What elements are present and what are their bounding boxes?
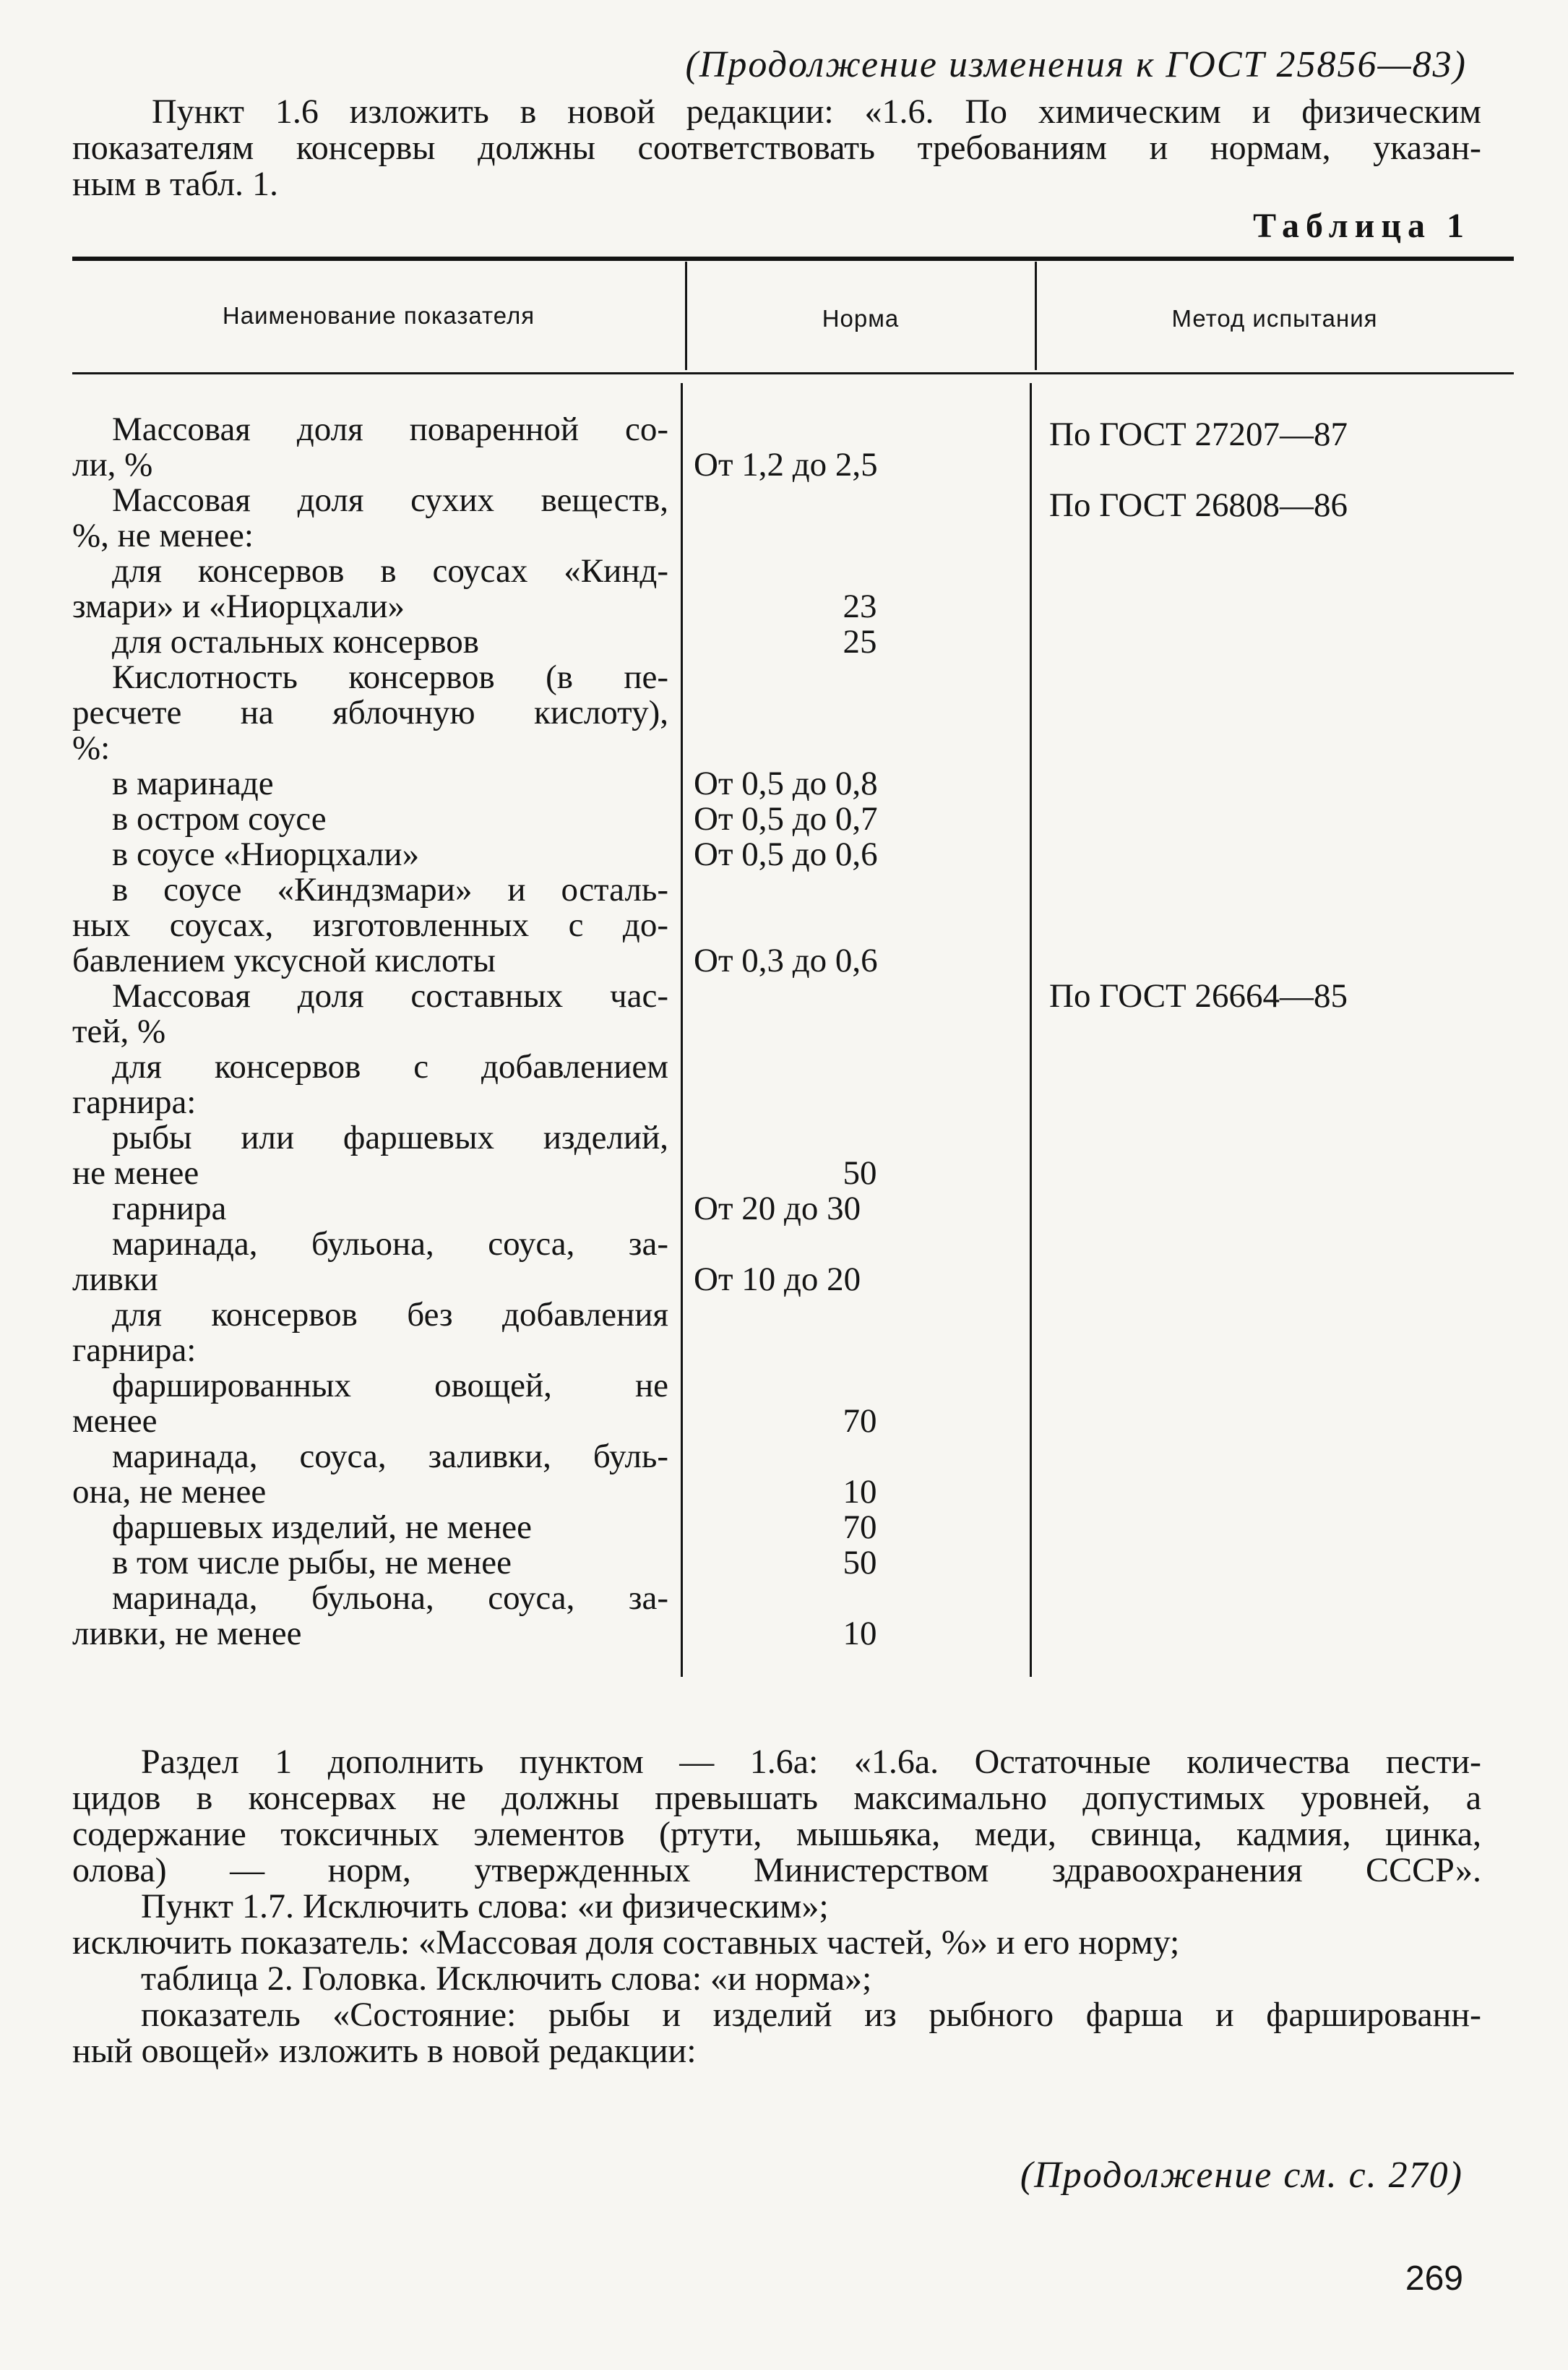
paragraph-line: Пункт 1.7. Исключить слова: «и физическим»; [141,1887,829,1925]
paragraph-line: исключить показатель: «Массовая доля составных частей, %» и его норму; [72,1923,1180,1962]
table-header-rule [72,372,1514,374]
header-method: Метод испытания [1171,305,1378,332]
row-label: для консервов в соусах «Кинд- [112,552,668,590]
norm-marinade2: 10 [843,1473,877,1511]
row-label: маринада, соуса, заливки, буль- [112,1438,668,1475]
row-label: в остром соусе [112,800,327,838]
intro-line: Пункт 1.6 изложить в новой редакции: «1.6. По химическим и физическим [152,93,1481,131]
row-label: гарнира: [72,1331,197,1369]
row-label: гарнира [112,1190,227,1227]
header-norm: Норма [822,305,900,332]
paragraph-line: цидов в консервах не должны превышать максимально допустимых уровней, а [72,1779,1481,1817]
norm-incl-fish: 50 [843,1544,877,1581]
row-label: менее [72,1402,158,1440]
row-label: фаршевых изделий, не менее [112,1508,533,1546]
method-parts: По ГОСТ 26664—85 [1049,977,1348,1015]
row-label: в соусе «Киндзмари» и осталь- [112,871,668,909]
norm-acid-kindzmari: От 0,3 до 0,6 [694,942,878,979]
row-label: в маринаде [112,765,274,802]
continuation-header: (Продолжение изменения к ГОСТ 25856—83) [685,44,1467,85]
row-label: тей, % [72,1013,166,1050]
row-label: для остальных консервов [112,623,479,661]
row-label: ресчете на яблочную кислоту), [72,694,668,731]
column-divider [681,383,683,1677]
row-label: Кислотность консервов (в пе- [112,658,668,696]
paragraph-line: показатель «Состояние: рыбы и изделий из рыбного фарша и фаршированн- [141,1996,1481,2034]
row-label: бавлением уксусной кислоты [72,942,496,979]
paragraph-line: Раздел 1 дополнить пунктом — 1.6а: «1.6а. Остаточные количества пести- [141,1743,1481,1781]
row-label: не менее [72,1154,199,1192]
norm-stuffed: 70 [843,1402,877,1440]
row-label: ных соусах, изготовленных с до- [72,906,668,944]
row-label: %, не менее: [72,517,254,554]
row-label: Массовая доля составных час- [112,977,668,1015]
header-name: Наименование показателя [222,302,535,329]
intro-line: ным в табл. 1. [72,165,279,203]
paragraph-line: таблица 2. Головка. Исключить слова: «и норма»; [141,1959,872,1998]
norm-acid-marinade: От 0,5 до 0,8 [694,765,878,802]
norm-acid-spicy: От 0,5 до 0,7 [694,800,878,838]
row-label: в соусе «Ниорцхали» [112,836,420,873]
continuation-footer: (Продолжение см. с. 270) [1020,2155,1463,2196]
norm-acid-niortskhali: От 0,5 до 0,6 [694,836,878,873]
row-label: для консервов с добавлением [112,1048,668,1086]
row-label: ливки, не менее [72,1615,302,1652]
norm-fish: 50 [843,1154,877,1192]
row-label: она, не менее [72,1473,267,1511]
norm-dry-sauce: 23 [843,588,877,625]
norm-dry-other: 25 [843,623,877,661]
table-top-rule [72,257,1514,261]
norm-garnish: От 20 до 30 [694,1190,861,1227]
row-label: ливки [72,1261,158,1298]
method-dry: По ГОСТ 26808—86 [1049,486,1348,524]
column-divider [1030,383,1032,1677]
table-caption: Таблица 1 [1253,207,1470,245]
intro-line: показателям консервы должны соответствовать требованиям и нормам, указан- [72,129,1481,167]
row-label: Массовая доля поваренной со- [112,411,668,448]
intro-paragraph [72,94,1481,202]
page-number: 269 [1405,2259,1463,2298]
table-row [72,412,668,1652]
section-1-addition [72,1744,1481,2069]
row-label: гарнира: [72,1083,197,1121]
paragraph-line: ный овощей» изложить в новой редакции: [72,2032,697,2070]
row-label: %: [72,729,111,767]
method-salt: По ГОСТ 27207—87 [1049,416,1348,453]
norm-salt: От 1,2 до 2,5 [694,446,878,484]
row-label: в том числе рыбы, не менее [112,1544,512,1581]
paragraph-line: олова) — норм, утвержденных Министерством здравоохранения СССР». [72,1851,1481,1889]
row-label: змари» и «Ниорцхали» [72,588,405,625]
norm-forcemeat: 70 [843,1508,877,1546]
row-label: рыбы или фаршевых изделий, [112,1119,668,1156]
norm-marinade: От 10 до 20 [694,1261,861,1298]
row-label: для консервов без добавления [112,1296,668,1334]
row-label: маринада, бульона, соуса, за- [112,1225,668,1263]
norm-marinade3: 10 [843,1615,877,1652]
row-label: ли, % [72,446,153,484]
paragraph-line: содержание токсичных элементов (ртути, мышьяка, меди, свинца, кадмия, цинка, [72,1815,1481,1853]
row-label: Массовая доля сухих веществ, [112,481,668,519]
row-label: фаршированных овощей, не [112,1367,668,1404]
row-label: маринада, бульона, соуса, за- [112,1579,668,1617]
